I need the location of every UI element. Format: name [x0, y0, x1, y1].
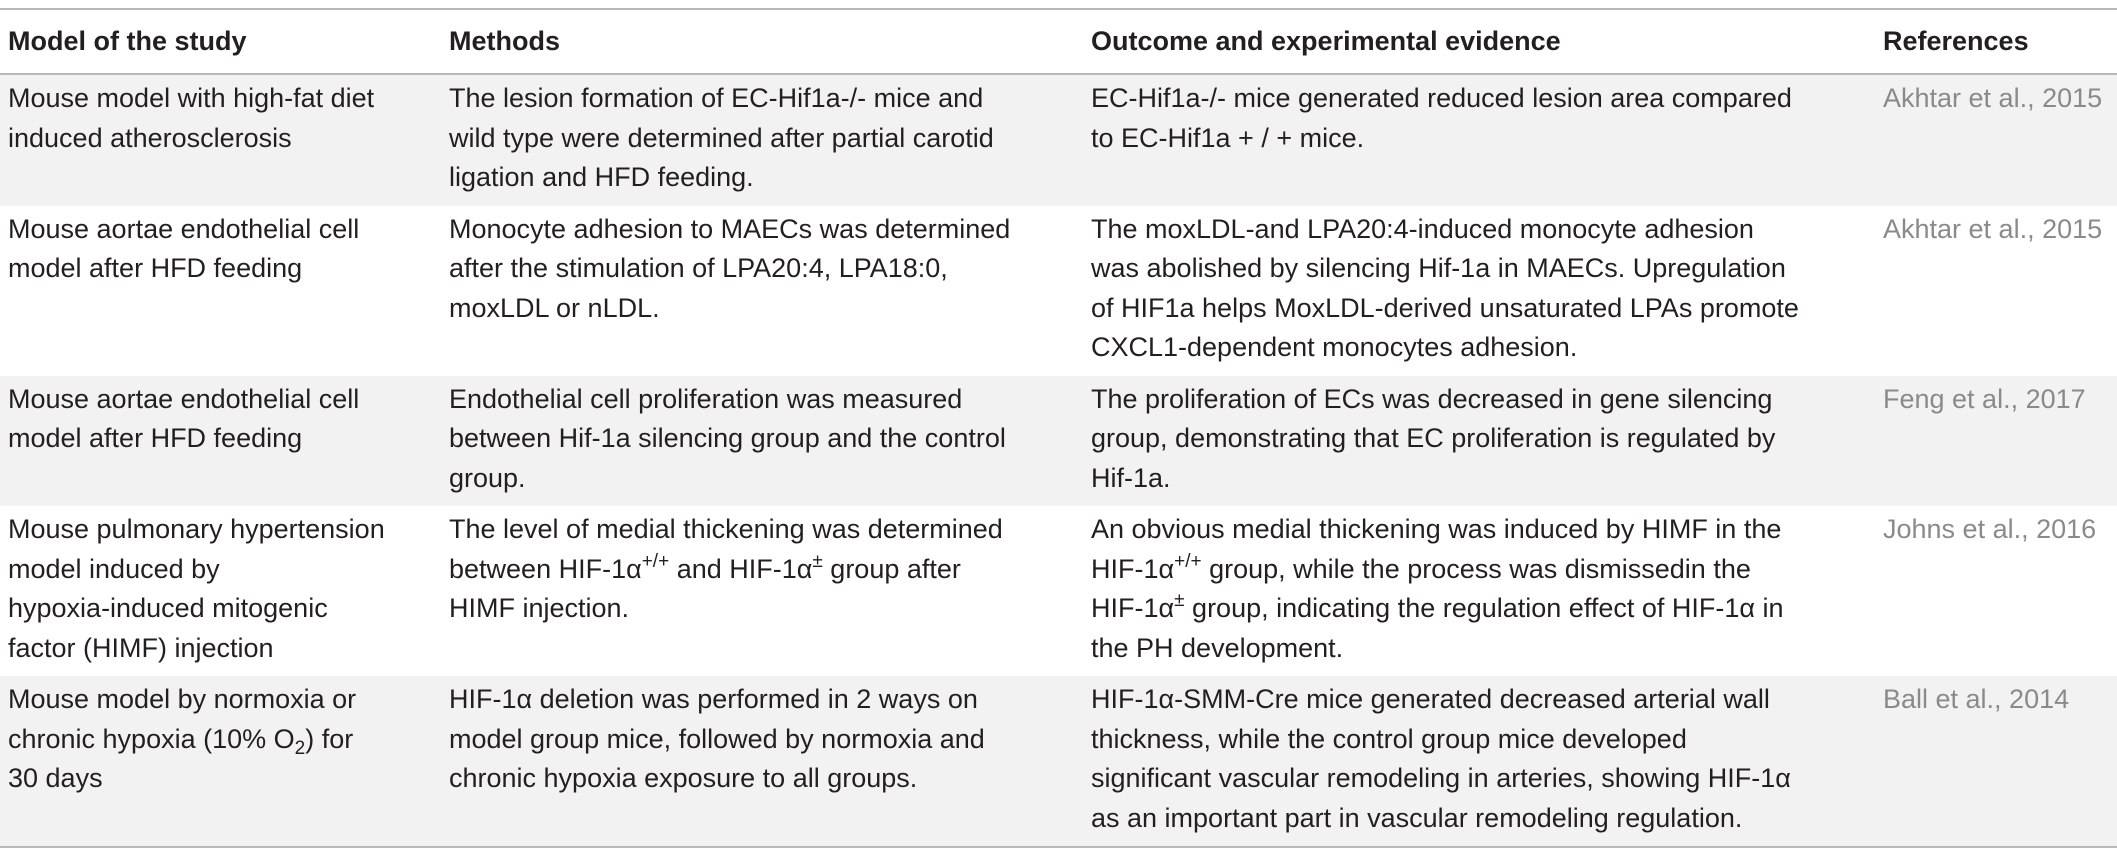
studies-table [0, 8, 2117, 848]
table-row [0, 676, 2117, 847]
text-line: model after HFD feeding [8, 253, 303, 283]
text-line: after the stimulation of LPA20:4, LPA18:0, [449, 253, 948, 283]
text-fragment: group, while the process was dismissedin the [1201, 553, 1751, 584]
text-line: The moxLDL-and LPA20:4-induced monocyte adhesion [1091, 213, 1754, 244]
table-row [0, 206, 2117, 376]
text-line: moxLDL or nLDL. [449, 292, 660, 323]
header-methods: Methods [447, 9, 1091, 74]
text-fragment: between HIF-1α [449, 553, 642, 584]
text-line: HIF-1α-SMM-Cre mice generated decreased arterial wall [1091, 684, 1770, 714]
text-line: HIMF injection. [449, 593, 630, 623]
cell-reference[interactable]: Feng et al., 2017 [1883, 376, 2117, 507]
text-line: Mouse pulmonary hypertension [8, 514, 385, 544]
text-fragment: HIF-1α [1091, 553, 1175, 584]
superscript: ± [1174, 590, 1185, 611]
cell-model [0, 376, 447, 507]
text-line: Mouse aortae endothelial cell [8, 213, 360, 244]
text-line: HIF-1α deletion was performed in 2 ways on [449, 684, 978, 714]
text-line: model induced by [8, 553, 220, 584]
header-model: Model of the study [0, 9, 447, 74]
text-line: Hif-1a. [1091, 462, 1171, 493]
text-line [1091, 550, 1883, 590]
table-body [0, 74, 2117, 847]
text-line [8, 720, 447, 760]
text-fragment: group after [822, 553, 961, 584]
cell-methods [447, 376, 1091, 507]
text-line: of HIF1a helps MoxLDL-derived unsaturated LPAs promote [1091, 292, 1799, 323]
text-line: factor (HIMF) injection [8, 632, 274, 663]
text-line [1091, 589, 1883, 629]
cell-reference[interactable]: Johns et al., 2016 [1883, 514, 2097, 544]
cell-methods [447, 206, 1091, 376]
superscript: ± [812, 550, 823, 572]
text-line: significant vascular remodeling in arteries, showing HIF-1α [1091, 763, 1791, 793]
cell-model [0, 74, 447, 206]
table-row [0, 376, 2117, 507]
text-line: ligation and HFD feeding. [449, 162, 754, 192]
text-line [449, 550, 1091, 590]
cell-outcome [1091, 74, 1883, 206]
cell-model [0, 506, 447, 676]
text-line: The level of medial thickening was determined [449, 514, 1003, 544]
text-line: to EC-Hif1a + / + mice. [1091, 122, 1365, 153]
text-line: induced atherosclerosis [8, 122, 292, 153]
text-fragment: chronic hypoxia (10% O [8, 723, 295, 754]
text-line: CXCL1-dependent monocytes adhesion. [1091, 332, 1578, 362]
cell-outcome [1091, 506, 1883, 676]
text-line: between Hif-1a silencing group and the control [449, 423, 1006, 453]
cell-outcome [1091, 206, 1883, 376]
cell-methods [447, 676, 1091, 847]
table-row [0, 506, 2117, 676]
text-line: Endothelial cell proliferation was measured [449, 383, 963, 414]
text-line: hypoxia-induced mitogenic [8, 593, 328, 623]
text-fragment: HIF-1α [1091, 593, 1175, 623]
text-line: EC-Hif1a-/- mice generated reduced lesion area compared [1091, 83, 1792, 113]
cell-outcome [1091, 676, 1883, 847]
cell-model [0, 676, 447, 847]
text-line: Mouse model by normoxia or [8, 684, 357, 714]
text-line: The proliferation of ECs was decreased in gene silencing [1091, 383, 1773, 414]
cell-methods [447, 74, 1091, 206]
text-fragment: group, indicating the regulation effect of HIF-1α in [1184, 593, 1784, 623]
superscript: +/+ [641, 550, 670, 572]
text-line: group. [449, 462, 526, 493]
cell-outcome [1091, 376, 1883, 507]
cell-reference[interactable]: Akhtar et al., 2015 [1883, 74, 2117, 206]
text-fragment: ) for [305, 723, 354, 754]
cell-reference[interactable]: Akhtar et al., 2015 [1883, 213, 2103, 244]
table-header [0, 9, 2117, 74]
header-references: References [1883, 9, 2117, 74]
text-line: Mouse aortae endothelial cell [8, 383, 360, 414]
table-row [0, 74, 2117, 206]
text-line: Mouse model with high-fat diet [8, 83, 375, 113]
text-line: group, demonstrating that EC proliferation is regulated by [1091, 423, 1776, 453]
text-fragment: and HIF-1α [669, 553, 813, 584]
text-line: model group mice, followed by normoxia and [449, 723, 985, 754]
text-line: Monocyte adhesion to MAECs was determined [449, 213, 1011, 244]
text-line: chronic hypoxia exposure to all groups. [449, 763, 918, 793]
text-line: the PH development. [1091, 632, 1344, 663]
superscript: +/+ [1174, 550, 1202, 572]
text-line: as an important part in vascular remodeling regulation. [1091, 802, 1743, 833]
header-outcome: Outcome and experimental evidence [1091, 9, 1883, 74]
cell-reference[interactable]: Ball et al., 2014 [1883, 676, 2117, 847]
text-line: wild type were determined after partial carotid [449, 122, 994, 153]
text-line: The lesion formation of EC-Hif1a-/- mice and [449, 83, 984, 113]
text-line: model after HFD feeding [8, 423, 303, 453]
text-line: An obvious medial thickening was induced by HIMF in the [1091, 514, 1782, 544]
text-line: thickness, while the control group mice developed [1091, 723, 1687, 754]
subscript: 2 [294, 737, 306, 759]
text-line: was abolished by silencing Hif-1a in MAECs. Upregulation [1091, 253, 1786, 283]
text-line: 30 days [8, 763, 103, 793]
header-row [0, 9, 2117, 74]
cell-methods [447, 506, 1091, 676]
cell-model [0, 206, 447, 376]
